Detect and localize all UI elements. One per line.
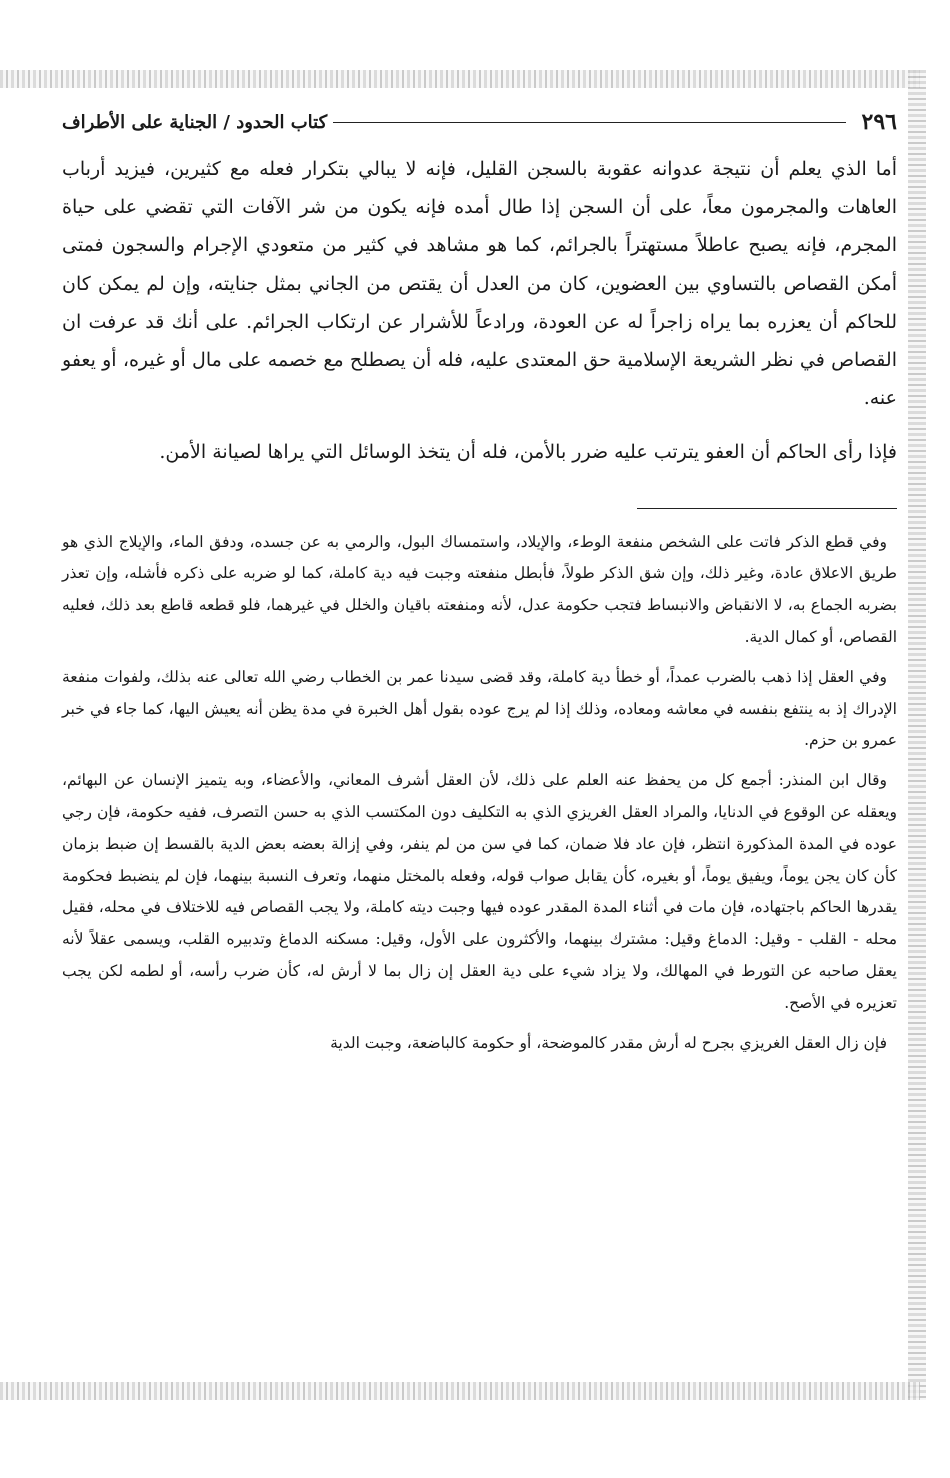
footnote-paragraph: فإن زال العقل الغريزي بجرح له أرش مقدر كالموضحة، أو حكومة كالباضعة، وجبت الدية [330,1033,887,1052]
footnotes [62,527,897,1060]
body-paragraph: فإذا رأى الحاكم أن العفو يترتب عليه ضرر بالأمن، فله أن يتخذ الوسائل التي يراها لصيانة الأمن. [159,441,897,464]
book-page [62,100,897,1059]
footnote-separator [637,508,897,509]
ornamental-border-top [0,70,920,88]
ornamental-border-bottom [0,1382,920,1400]
ornamental-border-right [908,70,926,1400]
page-header [62,100,897,144]
page-number: ٢٩٦ [861,109,897,135]
main-text [62,150,897,472]
body-paragraph: أما الذي يعلم أن نتيجة عدوانه عقوبة بالسجن القليل، فإنه لا يبالي بتكرار فعله مع كثيرين، فيزيد أرباب العاهات والمجرمون معاً، على أن السجن إذا طال أمده فإنه يكون من شر الآفات التي تقضي على حياة المجرم، فإنه يصبح عاطلاً مستهتراً بالجرائم، كما هو مشاهد في كثير من متعودي الإجرام والسجون فمتى أمكن القصاص بالتساوي بين العضوين، كان من العدل أن يقتص من الجاني بمثل جنايته، وإن لم يمكن كان للحاكم أن يعزره بما يراه زاجراً له عن العودة، ورادعاً للأشرار عن ارتكاب الجرائم. على أنك قد عرفت ان القصاص في نظر الشريعة الإسلامية حق المعتدى عليه، فله أن يصطلح مع خصمه على مال أو غيره، أو يعفو عنه. [62,158,897,410]
footnote-paragraph: وفي العقل إذا ذهب بالضرب عمداً، أو خطأ دية كاملة، وقد قضى سيدنا عمر بن الخطاب رضي الله تعالى عنه بذلك، ولفوات منفعة الإدراك إذ به ينتفع بنفسه في معاشه ومعاده، وذلك إذا لم يرج عوده بقول أهل الخبرة في مدة يظن أنه يعيش اليها، كما جاء في خبر عمرو بن حزم. [62,667,897,750]
running-title: كتاب الحدود / الجناية على الأطراف [62,111,328,133]
footnote-paragraph: وقال ابن المنذر: أجمع كل من يحفظ عنه العلم على ذلك، لأن العقل أشرف المعاني، والأعضاء، وبه يتميز الإنسان عن البهائم، ويعقله عن الوقوع في الدنايا، والمراد العقل الغريزي الذي به التكليف دون المكتسب الذي به حسن التصرف، ففيه حكومة، فإن رجي عوده في المدة المذكورة انتظر، فإن عاد فلا ضمان، كما في سن من لم ينفر، وفي إزالة بعضه بعض الدية بالقسط إن ضبط بزمان كأن كان يجن يوماً، ويفيق يوماً، أو بغيره، كأن يقابل صواب قوله، وفعله بالمختل منهما، وتعرف النسبة بينهما، فإن لم ينضبط فحكومة يقدرها الحاكم باجتهاده، فإن مات في أثناء المدة المقدر عوده فيها وجبت ديته كاملة، ولا يجب القصاص فيه للاختلاف في محله، فقيل محله - القلب - وقيل: الدماغ وقيل: مشترك بينهما، والأكثرون على الأول، وقيل: مسكنه الدماغ وتدبيره القلب، ويسمى عقلاً لأنه يعقل صاحبه عن التورط في المهالك، ولا يزاد شيء على دية العقل إن زال بما لا أرش له، كأن ضرب رأسه، أو لطمه لكن يجب تعزيره في الأصح. [62,771,897,1012]
header-rule [333,122,845,123]
footnote-paragraph: وفي قطع الذكر فاتت على الشخص منفعة الوطء، والإيلاد، واستمساك البول، والرمي به عن جسده، ودفق الماء، والإيلاج الذي هو طريق الاعلاق عادة، وغير ذلك، وإن شق الذكر طولاً، فأبطل منفعته وجبت فيه دية كاملة، كما لو ضربه على ذكره فأشله، وإن تعذر بضربه الجماع به، لا الانقباض والانبساط فتجب حكومة عدل، لأنه ومنفعته باقيان والخلل في غيرهما، فلو قطعه قاطع بعد ذلك، فعليه القصاص، أو كمال الدية. [62,532,897,647]
